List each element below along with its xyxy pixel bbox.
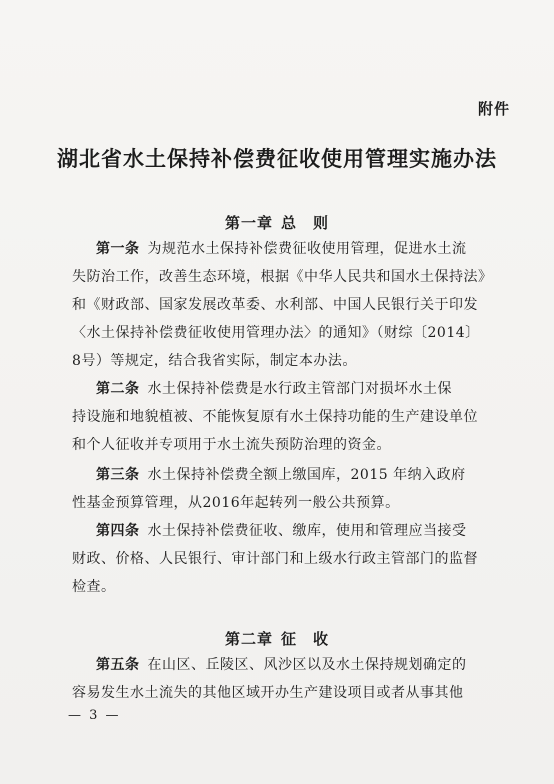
attachment-label: 附件 bbox=[478, 100, 511, 118]
line-text: 8号）等规定，结合我省实际，制定本办法。 bbox=[72, 353, 357, 369]
chapter-name: 征 收 bbox=[281, 630, 330, 648]
chapter-number: 第二章 bbox=[224, 630, 273, 648]
article-number: 第一条 bbox=[96, 241, 140, 257]
line-text: 和个人征收并专项用于水土流失预防治理的资金。 bbox=[72, 437, 391, 453]
text-line bbox=[72, 348, 357, 374]
text-line bbox=[96, 376, 452, 402]
text-line bbox=[72, 680, 464, 706]
line-text: 检查。 bbox=[72, 579, 116, 595]
line-text: 性基金预算管理，从2016年起转列一般公共预算。 bbox=[72, 495, 400, 511]
line-text: 水土保持补偿费征收、缴库，使用和管理应当接受 bbox=[147, 523, 467, 539]
line-text: 在山区、丘陵区、风沙区以及水土保持规划确定的 bbox=[147, 657, 467, 673]
line-text: 容易发生水土流失的其他区域开办生产建设项目或者从事其他 bbox=[72, 685, 464, 701]
text-line bbox=[72, 404, 478, 430]
text-line bbox=[96, 462, 466, 488]
article-number: 第二条 bbox=[96, 381, 140, 397]
line-text: 水土保持补偿费全额上缴国库，2015 年纳入政府 bbox=[147, 467, 466, 483]
text-line bbox=[72, 432, 391, 458]
text-line bbox=[72, 574, 116, 600]
chapter-name: 总 则 bbox=[281, 214, 330, 232]
article-number: 第四条 bbox=[96, 523, 140, 539]
chapter-number: 第一章 bbox=[224, 214, 273, 232]
article-number: 第三条 bbox=[96, 467, 140, 483]
text-line bbox=[72, 490, 400, 516]
line-text: 和《财政部、国家发展改革委、水利部、中国人民银行关于印发 bbox=[72, 297, 478, 313]
line-text: 持设施和地貌植被、不能恢复原有水土保持功能的生产建设单位 bbox=[72, 409, 478, 425]
line-text: 〈水土保持补偿费征收使用管理办法〉的通知》（财综〔2014〕 bbox=[72, 325, 480, 341]
text-line bbox=[96, 518, 467, 544]
chapter-heading-1 bbox=[0, 212, 554, 233]
line-text: 为规范水土保持补偿费征收使用管理，促进水土流 bbox=[147, 241, 467, 257]
page-number: — 3 — bbox=[68, 708, 121, 723]
text-line bbox=[72, 264, 493, 290]
article-number: 第五条 bbox=[96, 657, 140, 673]
text-line bbox=[72, 292, 478, 318]
text-line bbox=[96, 652, 467, 678]
chapter-heading-2 bbox=[0, 628, 554, 649]
text-line bbox=[96, 236, 467, 262]
text-line bbox=[72, 320, 480, 346]
line-text: 财政、价格、人民银行、审计部门和上级水行政主管部门的监督 bbox=[72, 551, 478, 567]
text-line bbox=[72, 546, 478, 572]
line-text: 失防治工作，改善生态环境，根据《中华人民共和国水土保持法》 bbox=[72, 269, 493, 285]
line-text: 水土保持补偿费是水行政主管部门对损坏水土保 bbox=[147, 381, 452, 397]
document-title: 湖北省水土保持补偿费征收使用管理实施办法 bbox=[57, 146, 497, 171]
